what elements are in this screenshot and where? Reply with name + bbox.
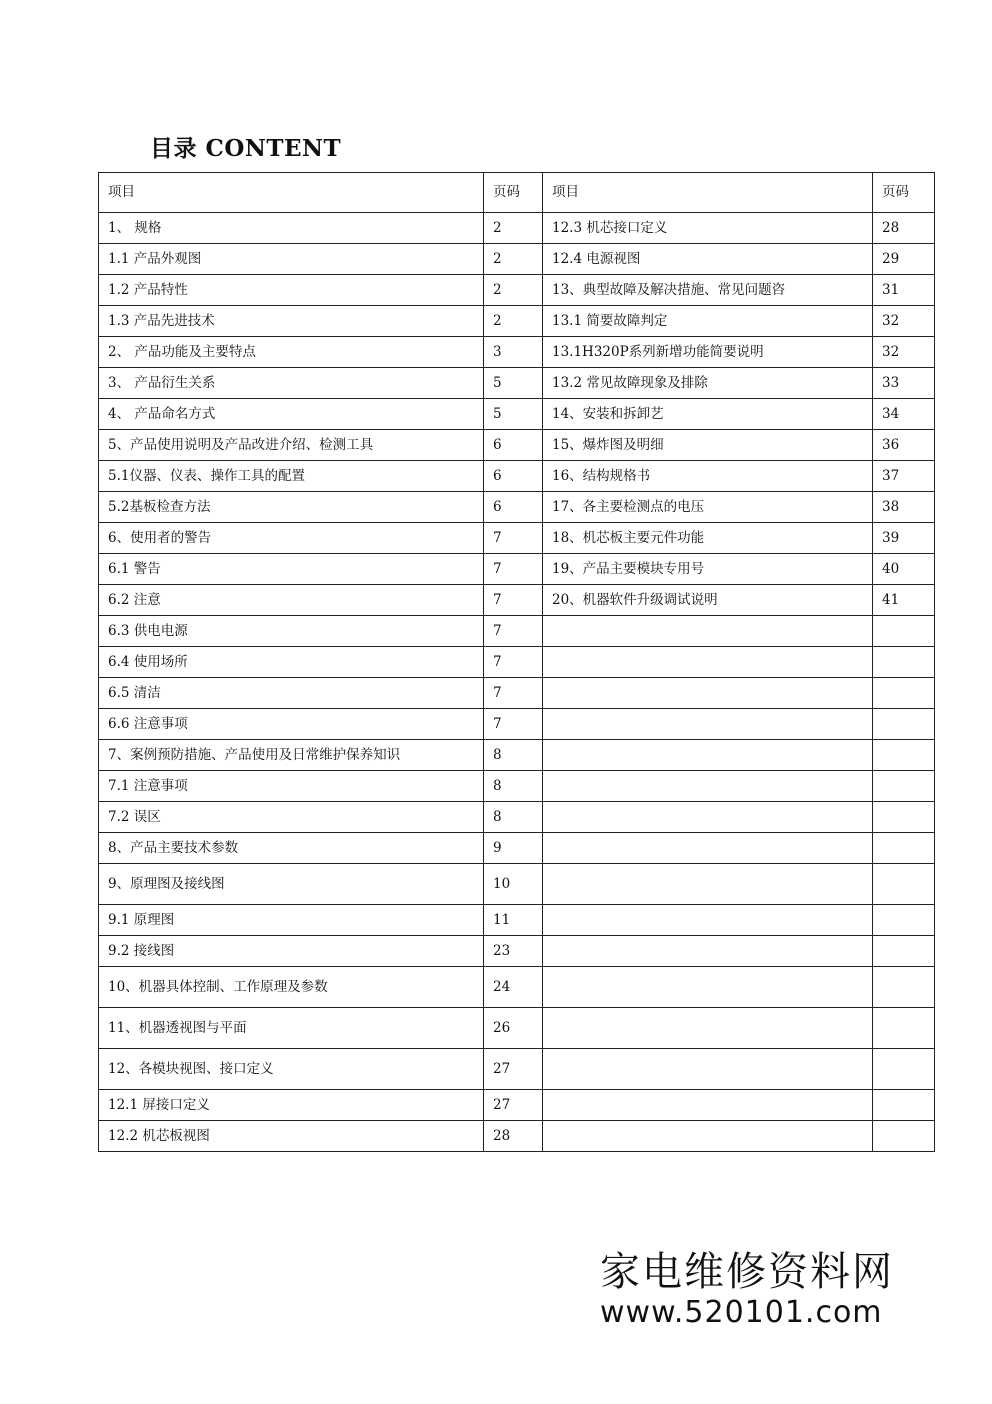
left-page: 10 xyxy=(484,864,543,905)
page-title: 目录 CONTENT xyxy=(150,135,342,162)
left-page: 6 xyxy=(484,492,543,523)
right-page: 34 xyxy=(873,399,935,430)
right-page xyxy=(873,864,935,905)
right-item xyxy=(543,616,873,647)
right-item xyxy=(543,647,873,678)
left-page: 2 xyxy=(484,306,543,337)
left-page: 7 xyxy=(484,554,543,585)
right-item xyxy=(543,709,873,740)
left-item: 8、产品主要技术参数 xyxy=(99,833,484,864)
right-page: 39 xyxy=(873,523,935,554)
table-row xyxy=(99,771,935,802)
table-row xyxy=(99,275,935,306)
left-page: 7 xyxy=(484,647,543,678)
left-item: 1.3 产品先进技术 xyxy=(99,306,484,337)
table-row xyxy=(99,585,935,616)
right-page: 41 xyxy=(873,585,935,616)
right-item xyxy=(543,1049,873,1090)
table-row xyxy=(99,905,935,936)
left-page: 9 xyxy=(484,833,543,864)
table-row xyxy=(99,1008,935,1049)
table-row xyxy=(99,554,935,585)
left-item: 9、原理图及接线图 xyxy=(99,864,484,905)
header-item-right: 项目 xyxy=(543,173,873,213)
right-item: 12.4 电源视图 xyxy=(543,244,873,275)
left-item: 7.2 误区 xyxy=(99,802,484,833)
right-page xyxy=(873,967,935,1008)
left-item: 12.2 机芯板视图 xyxy=(99,1121,484,1152)
table-row xyxy=(99,1121,935,1152)
left-item: 5.1仪器、仪表、操作工具的配置 xyxy=(99,461,484,492)
right-item xyxy=(543,905,873,936)
left-page: 5 xyxy=(484,368,543,399)
left-page: 28 xyxy=(484,1121,543,1152)
left-item: 10、机器具体控制、工作原理及参数 xyxy=(99,967,484,1008)
right-page xyxy=(873,1090,935,1121)
right-item: 13、典型故障及解决措施、常见问题咨 xyxy=(543,275,873,306)
table-header-row xyxy=(99,173,935,213)
header-item-left: 项目 xyxy=(99,173,484,213)
left-item: 6.4 使用场所 xyxy=(99,647,484,678)
table-row xyxy=(99,709,935,740)
right-page xyxy=(873,709,935,740)
table-row xyxy=(99,678,935,709)
table-row xyxy=(99,306,935,337)
table-row xyxy=(99,833,935,864)
left-item: 1.1 产品外观图 xyxy=(99,244,484,275)
left-item: 5、产品使用说明及产品改进介绍、检测工具 xyxy=(99,430,484,461)
table-row xyxy=(99,1090,935,1121)
right-item xyxy=(543,802,873,833)
table-row xyxy=(99,864,935,905)
right-page xyxy=(873,771,935,802)
table-row xyxy=(99,936,935,967)
table-row xyxy=(99,523,935,554)
header-page-right: 页码 xyxy=(873,173,935,213)
right-item xyxy=(543,678,873,709)
right-item: 15、爆炸图及明细 xyxy=(543,430,873,461)
left-item: 1、 规格 xyxy=(99,213,484,244)
left-item: 6.5 清洁 xyxy=(99,678,484,709)
left-page: 24 xyxy=(484,967,543,1008)
right-item: 12.3 机芯接口定义 xyxy=(543,213,873,244)
right-item: 19、产品主要模块专用号 xyxy=(543,554,873,585)
right-page: 40 xyxy=(873,554,935,585)
right-page xyxy=(873,1049,935,1090)
right-item xyxy=(543,1121,873,1152)
table-row xyxy=(99,647,935,678)
left-item: 9.1 原理图 xyxy=(99,905,484,936)
right-item: 20、机器软件升级调试说明 xyxy=(543,585,873,616)
left-item: 4、 产品命名方式 xyxy=(99,399,484,430)
left-page: 2 xyxy=(484,275,543,306)
right-page xyxy=(873,936,935,967)
left-item: 7.1 注意事项 xyxy=(99,771,484,802)
left-item: 7、案例预防措施、产品使用及日常维护保养知识 xyxy=(99,740,484,771)
left-page: 5 xyxy=(484,399,543,430)
right-item xyxy=(543,1008,873,1049)
right-page: 28 xyxy=(873,213,935,244)
left-page: 7 xyxy=(484,585,543,616)
left-page: 7 xyxy=(484,523,543,554)
watermark-title: 家电维修资料网 xyxy=(600,1249,894,1295)
right-page xyxy=(873,802,935,833)
left-item: 12.1 屏接口定义 xyxy=(99,1090,484,1121)
right-page xyxy=(873,1121,935,1152)
right-item xyxy=(543,936,873,967)
table-row xyxy=(99,213,935,244)
right-page: 29 xyxy=(873,244,935,275)
left-page: 7 xyxy=(484,616,543,647)
left-item: 12、各模块视图、接口定义 xyxy=(99,1049,484,1090)
watermark xyxy=(600,1240,920,1330)
left-page: 6 xyxy=(484,430,543,461)
right-page: 37 xyxy=(873,461,935,492)
right-page xyxy=(873,616,935,647)
table-row xyxy=(99,802,935,833)
right-page: 33 xyxy=(873,368,935,399)
right-item: 13.1H320P系列新增功能简要说明 xyxy=(543,337,873,368)
right-item xyxy=(543,833,873,864)
left-page: 3 xyxy=(484,337,543,368)
left-page: 26 xyxy=(484,1008,543,1049)
table-row xyxy=(99,244,935,275)
right-item: 18、机芯板主要元件功能 xyxy=(543,523,873,554)
left-page: 8 xyxy=(484,771,543,802)
left-item: 2、 产品功能及主要特点 xyxy=(99,337,484,368)
table-row xyxy=(99,430,935,461)
left-item: 9.2 接线图 xyxy=(99,936,484,967)
right-item: 16、结构规格书 xyxy=(543,461,873,492)
right-page xyxy=(873,833,935,864)
left-item: 5.2基板检查方法 xyxy=(99,492,484,523)
table-row xyxy=(99,461,935,492)
left-page: 11 xyxy=(484,905,543,936)
right-page: 36 xyxy=(873,430,935,461)
table-row xyxy=(99,492,935,523)
left-page: 27 xyxy=(484,1049,543,1090)
right-page xyxy=(873,678,935,709)
right-item: 14、安装和拆卸艺 xyxy=(543,399,873,430)
left-page: 8 xyxy=(484,740,543,771)
left-item: 6.1 警告 xyxy=(99,554,484,585)
table-row xyxy=(99,1049,935,1090)
right-item xyxy=(543,1090,873,1121)
right-page xyxy=(873,1008,935,1049)
table-row xyxy=(99,368,935,399)
left-item: 11、机器透视图与平面 xyxy=(99,1008,484,1049)
left-page: 8 xyxy=(484,802,543,833)
right-page xyxy=(873,647,935,678)
right-page: 31 xyxy=(873,275,935,306)
toc-table xyxy=(98,172,935,1152)
right-item: 13.1 简要故障判定 xyxy=(543,306,873,337)
left-page: 7 xyxy=(484,709,543,740)
left-item: 3、 产品衍生关系 xyxy=(99,368,484,399)
watermark-url: www.520101.com xyxy=(600,1295,883,1330)
left-page: 27 xyxy=(484,1090,543,1121)
left-item: 6.2 注意 xyxy=(99,585,484,616)
left-page: 2 xyxy=(484,213,543,244)
left-page: 2 xyxy=(484,244,543,275)
left-page: 7 xyxy=(484,678,543,709)
left-item: 6.3 供电电源 xyxy=(99,616,484,647)
table-row xyxy=(99,399,935,430)
right-item: 17、各主要检测点的电压 xyxy=(543,492,873,523)
table-row xyxy=(99,740,935,771)
left-item: 1.2 产品特性 xyxy=(99,275,484,306)
right-item: 13.2 常见故障现象及排除 xyxy=(543,368,873,399)
table-row xyxy=(99,337,935,368)
right-item xyxy=(543,771,873,802)
left-item: 6.6 注意事项 xyxy=(99,709,484,740)
left-item: 6、使用者的警告 xyxy=(99,523,484,554)
right-page xyxy=(873,905,935,936)
left-page: 6 xyxy=(484,461,543,492)
right-item xyxy=(543,864,873,905)
left-page: 23 xyxy=(484,936,543,967)
right-item xyxy=(543,967,873,1008)
toc-body xyxy=(99,173,935,1152)
right-page: 38 xyxy=(873,492,935,523)
right-page xyxy=(873,740,935,771)
header-page-left: 页码 xyxy=(484,173,543,213)
table-row xyxy=(99,967,935,1008)
right-page: 32 xyxy=(873,337,935,368)
right-item xyxy=(543,740,873,771)
table-row xyxy=(99,616,935,647)
right-page: 32 xyxy=(873,306,935,337)
